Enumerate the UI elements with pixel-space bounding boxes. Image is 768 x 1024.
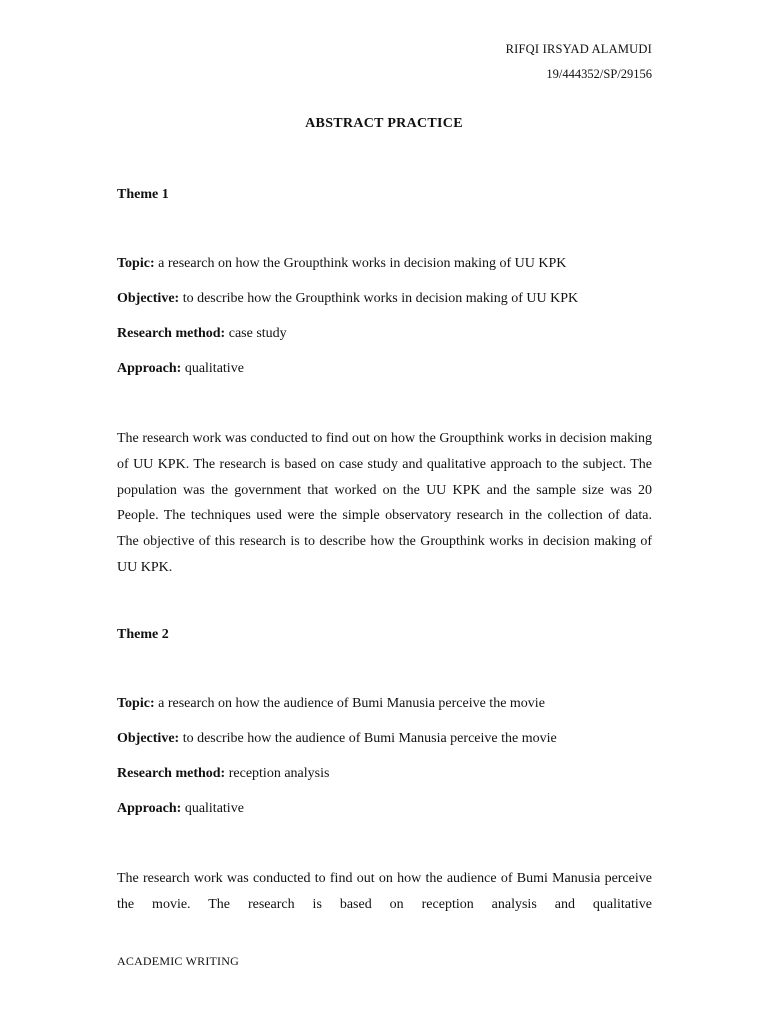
theme-2-topic: [117, 696, 545, 712]
theme-1-approach: [117, 361, 244, 377]
objective-value: to describe how the audience of Bumi Manusia perceive the movie: [179, 731, 557, 746]
author-name: RIFQI IRSYAD ALAMUDI: [505, 42, 652, 56]
approach-label: Approach:: [117, 801, 182, 816]
theme-2-objective: [117, 731, 557, 747]
approach-value: qualitative: [181, 801, 244, 816]
approach-value: qualitative: [181, 361, 244, 376]
theme-1-heading: Theme 1: [117, 187, 169, 202]
theme-2-approach: [117, 801, 244, 817]
document-title: ABSTRACT PRACTICE: [305, 116, 463, 131]
objective-value: to describe how the Groupthink works in decision making of UU KPK: [179, 291, 579, 306]
theme-1-objective: [117, 291, 578, 307]
page-footer: ACADEMIC WRITING: [117, 954, 239, 968]
topic-value: a research on how the audience of Bumi Manusia perceive the movie: [154, 696, 545, 711]
method-value: case study: [225, 326, 287, 341]
method-label: Research method:: [117, 326, 226, 341]
objective-label: Objective:: [117, 291, 180, 306]
theme-1-method: [117, 326, 287, 342]
theme-1-topic: [117, 256, 566, 272]
theme-2-method: [117, 766, 329, 782]
theme-2-heading: Theme 2: [117, 627, 169, 642]
theme-2-abstract: The research work was conducted to find out on how the audience of Bumi Manusia perceive the movie. The research is based on reception analysis and qualitative: [117, 871, 652, 912]
topic-label: Topic:: [117, 256, 155, 271]
method-value: reception analysis: [225, 766, 330, 781]
theme-1-abstract: The research work was conducted to find out on how the Groupthink works in decision making of UU KPK. The research is based on case study and qualitative approach to the subject. The population was the government that worked on the UU KPK and the sample size was 20 People. The techniques used were the simple observatory research in the collection of data. The objective of this research is to describe how the Groupthink works in decision making of UU KPK.: [117, 431, 652, 575]
topic-label: Topic:: [117, 696, 155, 711]
student-id: 19/444352/SP/29156: [546, 67, 652, 81]
topic-value: a research on how the Groupthink works in decision making of UU KPK: [154, 256, 567, 271]
approach-label: Approach:: [117, 361, 182, 376]
objective-label: Objective:: [117, 731, 180, 746]
method-label: Research method:: [117, 766, 226, 781]
